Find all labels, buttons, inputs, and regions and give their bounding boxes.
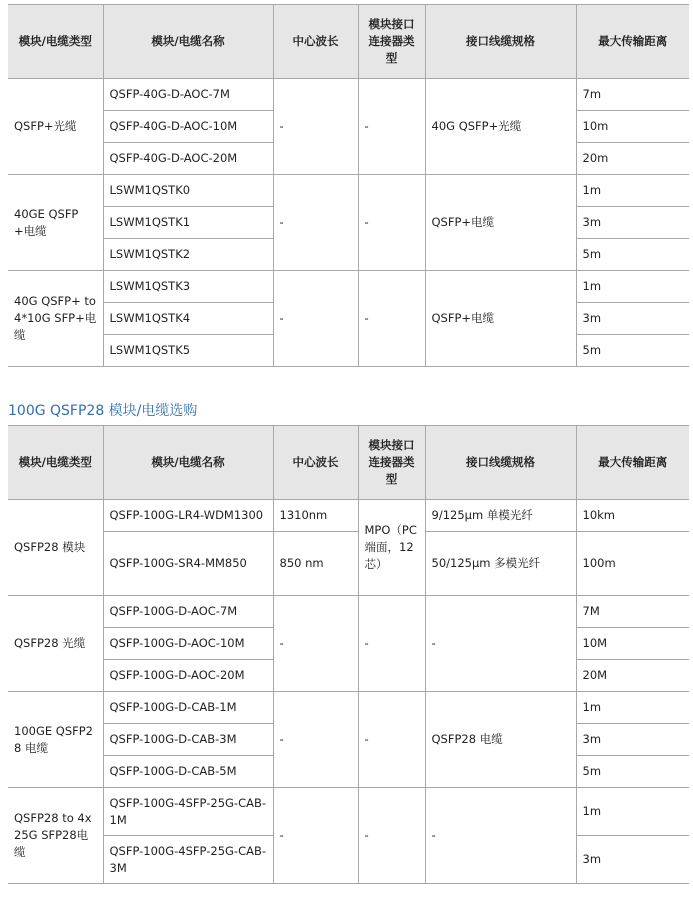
cell-wavelength: - [273, 692, 358, 788]
cell-name: QSFP-100G-D-CAB-1M [103, 692, 273, 724]
section-title: 100G QSFP28 模块/电缆选购 [8, 403, 198, 419]
cell-name: QSFP-100G-D-AOC-7M [103, 596, 273, 628]
cell-name: QSFP-100G-LR4-WDM1300 [103, 500, 273, 532]
table-row [8, 596, 689, 628]
header-name: 模块/电缆名称 [103, 5, 273, 79]
cell-name: LSWM1QSTK0 [103, 175, 273, 207]
table-row [8, 532, 689, 596]
cell-connector: MPO（PC端面，12芯） [358, 500, 425, 596]
table-row [8, 175, 689, 207]
cell-name: LSWM1QSTK4 [103, 303, 273, 335]
cell-name: QSFP-100G-D-AOC-20M [103, 660, 273, 692]
cell-distance: 5m [576, 239, 689, 271]
cell-type: QSFP28 to 4x25G SFP28电缆 [8, 788, 103, 884]
cell-distance: 1m [576, 788, 689, 836]
header-max-distance: 最大传输距离 [576, 426, 689, 500]
table-row [8, 788, 689, 836]
cell-wavelength: - [273, 271, 358, 367]
cell-name: LSWM1QSTK5 [103, 335, 273, 367]
cell-distance: 20m [576, 143, 689, 175]
cell-connector: - [358, 79, 425, 175]
cell-distance: 7M [576, 596, 689, 628]
cell-distance: 3m [576, 207, 689, 239]
cell-name: LSWM1QSTK3 [103, 271, 273, 303]
header-type: 模块/电缆类型 [8, 426, 103, 500]
cell-wavelength: 1310nm [273, 500, 358, 532]
cell-name: QSFP-40G-D-AOC-7M [103, 79, 273, 111]
cell-name: QSFP-100G-D-CAB-5M [103, 756, 273, 788]
cell-cable-spec: 9/125μm 单模光纤 [425, 500, 576, 532]
table-header-row [8, 426, 689, 500]
cell-name: QSFP-100G-4SFP-25G-CAB-3M [103, 836, 273, 884]
cell-name: QSFP-40G-D-AOC-10M [103, 111, 273, 143]
table-header-row [8, 5, 689, 79]
table-row [8, 271, 689, 303]
table-row [8, 500, 689, 532]
cell-connector: - [358, 596, 425, 692]
header-name: 模块/电缆名称 [103, 426, 273, 500]
cell-distance: 3m [576, 836, 689, 884]
cell-cable-spec: QSFP+电缆 [425, 175, 576, 271]
cell-distance: 3m [576, 724, 689, 756]
cell-type: 40G QSFP+ to 4*10G SFP+电缆 [8, 271, 103, 367]
cell-distance: 7m [576, 79, 689, 111]
cell-connector: - [358, 175, 425, 271]
cell-cable-spec: 50/125μm 多模光纤 [425, 532, 576, 596]
header-wavelength: 中心波长 [273, 426, 358, 500]
cell-type: QSFP28 模块 [8, 500, 103, 596]
header-cable-spec: 接口线缆规格 [425, 5, 576, 79]
cell-name: QSFP-100G-4SFP-25G-CAB-1M [103, 788, 273, 836]
table-row [8, 692, 689, 724]
cell-name: LSWM1QSTK1 [103, 207, 273, 239]
cell-distance: 3m [576, 303, 689, 335]
cell-cable-spec: - [425, 596, 576, 692]
cell-distance: 1m [576, 175, 689, 207]
cell-distance: 10m [576, 111, 689, 143]
cell-distance: 100m [576, 532, 689, 596]
cell-distance: 20M [576, 660, 689, 692]
cell-distance: 5m [576, 335, 689, 367]
header-cable-spec: 接口线缆规格 [425, 426, 576, 500]
cell-name: QSFP-100G-D-CAB-3M [103, 724, 273, 756]
cell-cable-spec: QSFP28 电缆 [425, 692, 576, 788]
module-table-100g [8, 425, 689, 884]
cell-distance: 10M [576, 628, 689, 660]
cell-connector: - [358, 788, 425, 884]
cell-type: 100GE QSFP28 电缆 [8, 692, 103, 788]
cell-wavelength: - [273, 175, 358, 271]
header-max-distance: 最大传输距离 [576, 5, 689, 79]
cell-type: 40GE QSFP+电缆 [8, 175, 103, 271]
cell-distance: 1m [576, 271, 689, 303]
cell-wavelength: - [273, 788, 358, 884]
table-row [8, 79, 689, 111]
cell-name: QSFP-100G-D-AOC-10M [103, 628, 273, 660]
header-connector: 模块接口连接器类型 [358, 426, 425, 500]
cell-wavelength: - [273, 596, 358, 692]
cell-cable-spec: QSFP+电缆 [425, 271, 576, 367]
cell-connector: - [358, 271, 425, 367]
cell-connector: - [358, 692, 425, 788]
cell-type: QSFP+光缆 [8, 79, 103, 175]
cell-distance: 10km [576, 500, 689, 532]
cell-cable-spec: - [425, 788, 576, 884]
header-connector: 模块接口连接器类型 [358, 5, 425, 79]
header-wavelength: 中心波长 [273, 5, 358, 79]
cell-wavelength: - [273, 79, 358, 175]
cell-distance: 1m [576, 692, 689, 724]
cell-wavelength: 850 nm [273, 532, 358, 596]
cell-name: LSWM1QSTK2 [103, 239, 273, 271]
cell-type: QSFP28 光缆 [8, 596, 103, 692]
cell-cable-spec: 40G QSFP+光缆 [425, 79, 576, 175]
cell-name: QSFP-100G-SR4-MM850 [103, 532, 273, 596]
cell-distance: 5m [576, 756, 689, 788]
header-type: 模块/电缆类型 [8, 5, 103, 79]
module-table-40g [8, 4, 689, 367]
cell-name: QSFP-40G-D-AOC-20M [103, 143, 273, 175]
